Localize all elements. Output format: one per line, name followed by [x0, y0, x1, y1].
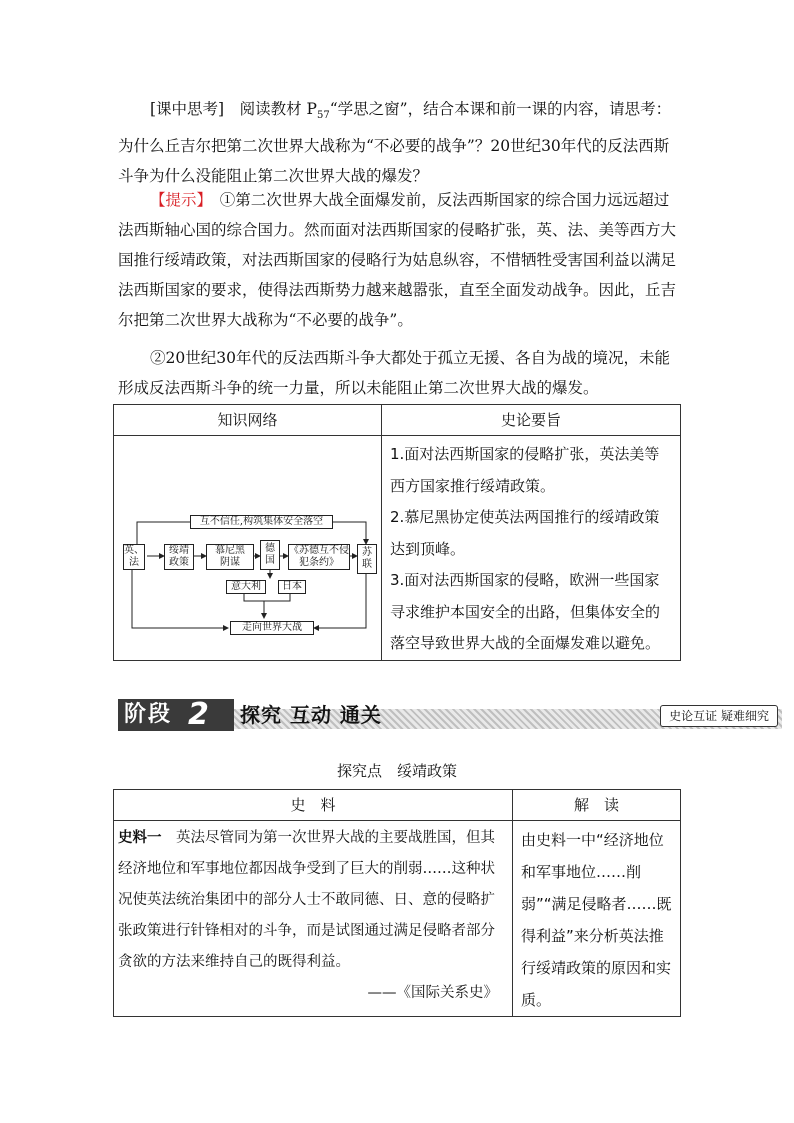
section-title: 探究点 绥靖政策: [336, 762, 457, 780]
diagram-node-appeasement: 绥靖政策: [164, 544, 194, 570]
key-points-cell: [382, 436, 681, 661]
source-header-left: 史 料: [114, 790, 513, 821]
banner-number: 2: [188, 697, 209, 732]
hint-paragraph-2: ②20世纪30年代的反法西斯斗争大都处于孤立无援、各自为战的境况，未能形成反法西斯斗争的统一力量，所以未能阻止第二次世界大战的爆发。: [118, 349, 670, 397]
diagram-node-britain-france: 英、法: [124, 545, 144, 568]
interpretation-text: 由史料一中“经济地位和军事地位……削弱”“满足侵略者……既得利益”来分析英法推行绥靖政策的原因和实质。: [521, 831, 672, 1009]
source-cell: [114, 821, 513, 1017]
diagram-node-ussr: 苏联: [357, 544, 377, 574]
stage-banner: [118, 699, 782, 731]
think-label: [课中思考]: [150, 100, 225, 118]
think-paragraph: [课中思考] 阅读教材 $P_{57}“$学思之窗”，结合本课和前一课的内容，请思考：为什么丘吉尔把第二次世界大战称为“不必要的战争”？20世纪30年代的反法西斯斗争为什么没能阻止第二次世界大战的爆发？: [118, 100, 672, 186]
diagram-node-italy: 意大利: [226, 580, 266, 594]
source-citation: ——《国际关系史》: [367, 985, 498, 1001]
source-label: 史料一: [118, 830, 162, 846]
knowledge-diagram: [114, 436, 381, 652]
diagram-node-japan: 日本: [278, 580, 306, 594]
summary-header-right: 史论要旨: [382, 405, 681, 436]
key-point-3: 3.面对法西斯国家的侵略，欧洲一些国家寻求维护本国安全的出路，但集体安全的落空导致世界大战的全面爆发难以避免。: [390, 571, 661, 652]
diagram-node-pact: 《苏德互不侵犯条约》: [289, 545, 349, 568]
banner-title: 探究 互动 通关: [240, 703, 382, 727]
source-text: 英法尽管同为第一次世界大战的主要战胜国，但其经济地位和军事地位都因战争受到了巨大的削弱……这种状况使英法统治集团中的部分人士不敢同德、日、意的侵略扩张政策进行针锋相对的斗争，而是试图通过满足侵略者部分贪欲的方法来维持自己的既得利益。: [118, 830, 495, 970]
diagram-node-collective-security: 互不信任,构筑集体安全落空: [190, 515, 333, 529]
key-point-1: 1.面对法西斯国家的侵略扩张，英法美等西方国家推行绥靖政策。: [390, 445, 660, 495]
source-passage: [114, 821, 512, 1009]
banner-tag: 史论互证 疑难细究: [660, 705, 778, 727]
diagram-node-world-war: 走向世界大战: [230, 621, 314, 635]
hint-paragraph-1: 【提示】 ①第二次世界大战全面爆发前，反法西斯国家的综合国力远远超过法西斯轴心国的综合国力。然而面对法西斯国家的侵略扩张，英、法、美等西方大国推行绥靖政策，对法西斯国家的侵略行为姑息纵容，不惜牺牲受害国利益以满足法西斯国家的要求，使得法西斯势力越来越嚣张，直至全面发动战争。因此，丘吉尔把第二次世界大战称为“不必要的战争”。: [118, 191, 677, 329]
banner-block: [118, 699, 234, 731]
key-point-2: 2.慕尼黑协定使英法两国推行的绥靖政策达到顶峰。: [390, 508, 660, 558]
source-table: [113, 789, 681, 1017]
knowledge-network-cell: [114, 436, 382, 661]
summary-table: [113, 404, 681, 661]
diagram-node-munich: 慕尼黑阴谋: [206, 544, 254, 570]
hint-label: 【提示】: [150, 191, 205, 209]
banner-label: 阶段: [124, 702, 173, 727]
key-points: [382, 436, 680, 660]
interpretation-cell: [513, 821, 681, 1017]
diagram-node-germany: 德国: [260, 540, 280, 570]
source-header-right: 解 读: [513, 790, 681, 821]
summary-header-left: 知识网络: [114, 405, 382, 436]
